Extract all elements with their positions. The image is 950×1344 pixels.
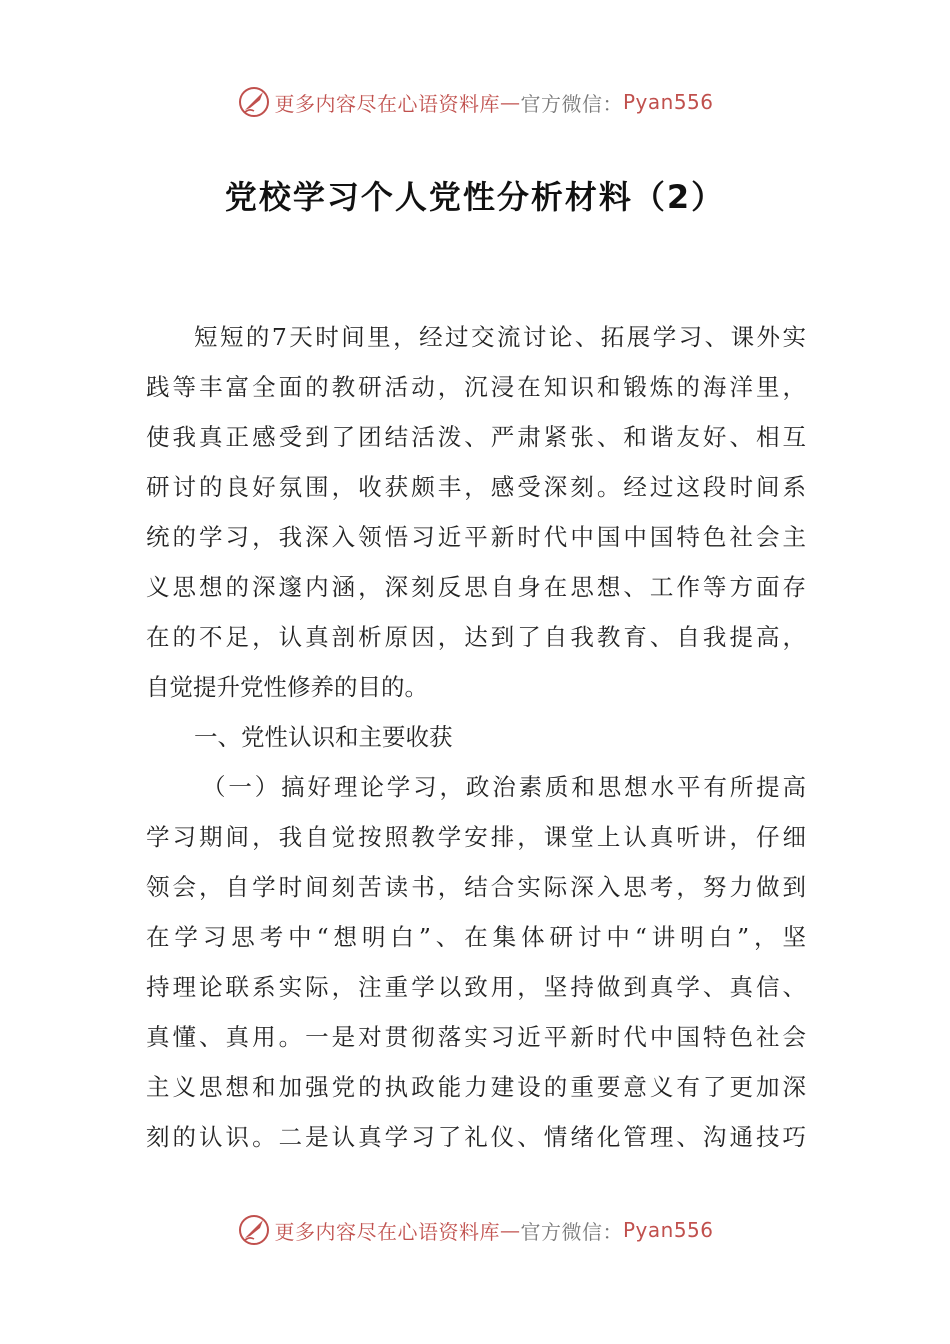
body-line: 践等丰富全面的教研活动，沉浸在知识和锻炼的海洋里， [146,373,806,401]
watermark-dash: — [499,1218,521,1242]
body-line: 自觉提升党性修养的目的。 [146,673,428,701]
watermark-footer [0,1212,950,1248]
watermark-label: 官方微信： [520,91,623,116]
body-line: 在学习思考中“想明白”、在集体研讨中“讲明白”，坚 [146,923,806,951]
section-heading: 一、党性认识和主要收获 [194,723,453,751]
body-line: 在的不足，认真剖析原因，达到了自我教育、自我提高， [146,623,806,651]
watermark-label: 官方微信： [520,1219,623,1244]
body-line: 主义思想和加强党的执政能力建设的重要意义有了更加深 [146,1073,806,1101]
watermark-dash: — [499,90,521,114]
document-title: 党校学习个人党性分析材料（2） [224,178,726,216]
quill-logo-icon [236,1212,272,1248]
body-line: 领会，自学时间刻苦读书，结合实际深入思考，努力做到 [146,873,806,901]
subsection-heading: （一）搞好理论学习，政治素质和思想水平有所提高 [202,773,806,801]
watermark-header [0,84,950,120]
document-body [146,312,806,1162]
watermark-site: 更多内容尽在心语资料库 [274,91,500,116]
body-line: 持理论联系实际，注重学以致用，坚持做到真学、真信、 [146,973,806,1001]
body-line: 研讨的良好氛围，收获颇丰，感受深刻。经过这段时间系 [146,473,806,501]
body-line: 短短的7天时间里，经过交流讨论、拓展学习、课外实 [194,323,806,351]
body-line: 学习期间，我自觉按照教学安排，课堂上认真听讲，仔细 [146,823,806,851]
body-line: 义思想的深邃内涵，深刻反思自身在思想、工作等方面存 [146,573,806,601]
body-line: 使我真正感受到了团结活泼、严肃紧张、和谐友好、相互 [146,423,806,451]
watermark-wechat: Pyan556 [622,90,714,114]
body-line: 真懂、真用。一是对贯彻落实习近平新时代中国特色社会 [146,1023,806,1051]
body-line: 刻的认识。二是认真学习了礼仪、情绪化管理、沟通技巧 [146,1123,806,1151]
quill-logo-icon [236,84,272,120]
watermark-wechat: Pyan556 [622,1218,714,1242]
watermark-site: 更多内容尽在心语资料库 [274,1219,500,1244]
body-line: 统的学习，我深入领悟习近平新时代中国中国特色社会主 [146,523,806,551]
